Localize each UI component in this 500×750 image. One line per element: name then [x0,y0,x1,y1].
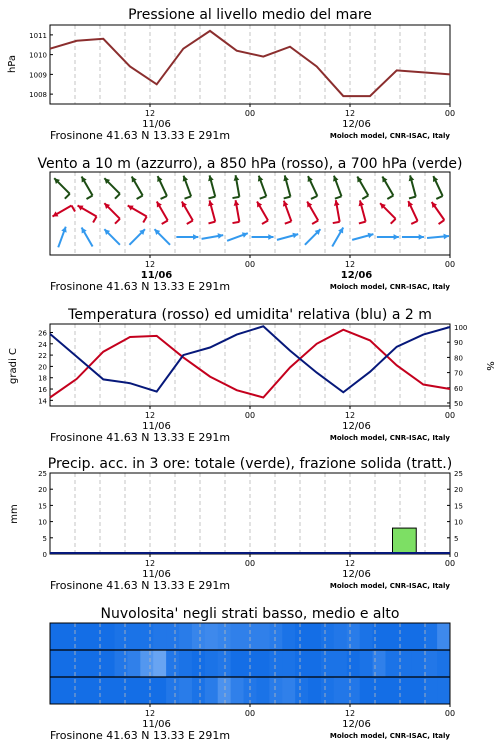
wind-panel [37,156,462,293]
wind-arrow-barb [411,221,417,224]
pressure-tick-label: 12 [144,109,156,118]
cloud-title: Nuvolosita' negli strati basso, medio e alto [100,606,400,622]
cloud-cell-medio [411,650,424,677]
cloud-cell-alto [76,623,89,650]
pressure-ylabel: hPa [7,54,18,74]
wind-arrow-barb [162,221,168,225]
wind-arrow-700hpa [183,176,191,199]
wind-tick-label: 00 [444,260,456,269]
wind-arrow-barb [312,221,318,225]
wind-arrow-850hpa [257,201,268,224]
temperature-panel [8,307,495,444]
cloud-cell-medio [308,650,321,677]
wind-arrow-barb [137,196,143,200]
wind-arrow-barb [115,194,120,199]
wind-arrow-850hpa [408,201,418,224]
wind-arrow-barb [232,197,239,198]
wind-arrow-850hpa [432,202,445,224]
temperature-ytick-label: 22 [38,352,47,361]
wind-date-label: 11/06 [140,270,173,281]
pressure-frame [50,25,450,104]
wind-arrow-850hpa [380,203,396,224]
cloud-cell-basso [347,677,360,704]
pressure-date-label: 11/06 [142,119,171,130]
wind-date-label: 12/06 [340,270,373,281]
wind-arrow-10m [427,234,449,240]
cloud-cell-medio [424,650,437,677]
humidity-ytick-label: 50 [454,399,463,408]
cloud-cell-basso [373,677,386,704]
cloud-cell-alto [308,623,321,650]
wind-arrow-head [443,234,448,240]
cloud-cell-medio [76,650,89,677]
cloud-cell-alto [347,623,360,650]
cloud-credit-label: Moloch model, CNR-ISAC, Italy [329,732,450,740]
cloud-cell-medio [140,650,153,677]
wind-arrow-barb [359,222,366,224]
temperature-tick-label: 12 [144,411,156,420]
wind-arrow-850hpa [104,203,120,224]
wind-arrow-10m [129,229,145,245]
wind-arrow-850hpa [52,206,75,217]
cloud-cell-basso [205,677,218,704]
wind-arrow-700hpa [232,175,239,198]
wind-arrow-barb [208,222,215,224]
wind-arrow-10m [402,234,424,240]
cloud-cell-basso [308,677,321,704]
temperature-date-label: 11/06 [142,421,171,432]
precipitation-bar [393,528,417,554]
wind-arrow-700hpa [409,175,416,198]
precipitation-ytick-label: 20 [38,486,47,495]
cloud-cell-basso [295,677,308,704]
wind-arrow-barb [260,196,267,198]
cloud-cell-alto [166,623,179,650]
temperature-ylabel: gradi C [8,348,19,384]
wind-arrow-10m [176,234,198,240]
wind-arrow-10m [227,232,248,240]
cloud-cell-basso [102,677,115,704]
wind-credit-label: Moloch model, CNR-ISAC, Italy [329,283,450,291]
cloud-cell-basso [115,677,128,704]
wind-arrow-10m [377,234,399,240]
wind-arrow-head [268,234,273,240]
cloud-cell-medio [153,650,166,677]
cloud-cell-basso [166,677,179,704]
cloud-cell-alto [115,623,128,650]
wind-arrow-barb [409,197,416,199]
cloud-cell-medio [63,650,76,677]
precipitation-frame [50,473,450,554]
wind-arrow-barb [208,197,215,199]
precipitation-tick-label: 12 [144,559,156,568]
temperature-title: Temperatura (rosso) ed umidita' relativa (blu) a 2 m [68,307,432,323]
wind-arrow-10m [202,233,224,239]
wind-tick-label: 12 [344,260,356,269]
wind-arrow-700hpa [283,175,290,198]
pressure-title: Pressione al livello medio del mare [128,7,372,23]
precipitation-location-label: Frosinone 41.63 N 13.33 E 291m [50,579,231,592]
cloud-cell-alto [153,623,166,650]
cloud-cell-basso [127,677,140,704]
wind-arrow-head [394,234,399,240]
cloud-cell-basso [321,677,334,704]
temperature-tick-label: 00 [244,411,256,420]
cloud-cell-alto [321,623,334,650]
cloud-cell-basso [63,677,76,704]
wind-arrow-700hpa [82,176,93,199]
wind-arrow-barb [335,196,342,198]
cloud-cell-medio [50,650,63,677]
wind-arrow-barb [161,196,167,199]
wind-arrow-10m [252,234,274,240]
cloud-cell-basso [50,677,63,704]
temperature-ytick-label: 24 [38,340,47,349]
wind-arrow-700hpa [208,175,215,198]
cloud-cell-alto [282,623,295,650]
wind-arrow-barb [391,219,396,224]
cloud-cell-alto [140,623,153,650]
precipitation-date-label: 11/06 [142,569,171,580]
wind-arrow-head [419,234,424,240]
cloud-cell-medio [218,650,231,677]
pressure-credit-label: Moloch model, CNR-ISAC, Italy [329,132,450,140]
cloud-tick-label: 00 [244,709,256,718]
wind-arrow-barb [262,221,268,225]
wind-arrow-barb [185,196,192,198]
wind-arrow-700hpa [132,176,143,199]
wind-arrow-700hpa [357,176,368,199]
precipitation-right-ytick-label: 10 [454,518,463,527]
cloud-cell-basso [411,677,424,704]
temperature-ytick-label: 20 [38,363,47,372]
cloud-cell-alto [437,623,450,650]
cloud-cell-alto [179,623,192,650]
wind-arrow-barb [115,219,120,224]
temperature-date-label: 12/06 [342,421,371,432]
wind-arrow-10m [154,229,170,245]
wind-arrow-barb [65,194,70,199]
temperature-tick-label: 00 [444,411,456,420]
wind-arrow-barb [284,197,291,199]
wind-arrow-10m [82,227,93,246]
cloud-cell-basso [269,677,282,704]
precipitation-right-ytick-label: 0 [454,551,459,559]
wind-arrow-10m [277,233,298,240]
precipitation-ytick-label: 5 [42,534,47,543]
precipitation-credit-label: Moloch model, CNR-ISAC, Italy [329,582,450,590]
precipitation-ytick-label: 25 [38,470,47,478]
cloud-cell-alto [269,623,282,650]
wind-arrow-850hpa [333,200,340,223]
pressure-panel [7,7,455,142]
temperature-ytick-label: 26 [38,329,47,338]
wind-arrow-850hpa [283,201,291,224]
cloud-cell-basso [218,677,231,704]
humidity-ytick-label: 80 [454,354,463,363]
precipitation-tick-label: 12 [344,559,356,568]
cloud-panel [50,606,455,742]
cloud-cell-medio [102,650,115,677]
temperature-ytick-label: 14 [38,397,47,406]
humidity-ytick-label: 100 [454,324,468,333]
wind-arrow-barb [362,196,368,200]
cloud-location-label: Frosinone 41.63 N 13.33 E 291m [50,729,231,742]
cloud-tick-label: 00 [444,709,456,718]
precipitation-ytick-label: 10 [38,518,47,527]
precipitation-panel [9,456,463,592]
precipitation-tick-label: 00 [444,559,456,568]
pressure-ytick-label: 1010 [29,51,47,60]
cloud-cell-alto [360,623,373,650]
cloud-cell-basso [385,677,398,704]
humidity-ytick-label: 90 [454,339,463,348]
cloud-cell-alto [373,623,386,650]
cloud-cell-medio [385,650,398,677]
wind-arrow-700hpa [382,176,393,199]
cloud-cell-alto [63,623,76,650]
cloud-cell-alto [334,623,347,650]
wind-location-label: Frosinone 41.63 N 13.33 E 291m [50,280,231,293]
cloud-cell-medio [295,650,308,677]
wind-arrow-barb [333,222,340,223]
humidity-ytick-label: 70 [454,369,463,378]
precipitation-right-ytick-label: 15 [454,502,463,511]
cloud-cell-basso [256,677,269,704]
humidity-ytick-label: 60 [454,384,463,393]
cloud-cell-medio [231,650,244,677]
pressure-tick-label: 00 [244,109,256,118]
wind-arrow-barb [285,221,292,223]
cloud-cell-basso [140,677,153,704]
cloud-cell-medio [321,650,334,677]
cloud-cell-basso [179,677,192,704]
pressure-date-label: 12/06 [342,119,371,130]
wind-arrow-700hpa [333,176,341,199]
cloud-cell-basso [231,677,244,704]
temperature-credit-label: Moloch model, CNR-ISAC, Italy [329,434,450,442]
wind-arrow-850hpa [182,201,193,224]
cloud-cell-alto [385,623,398,650]
wind-title: Vento a 10 m (azzurro), a 850 hPa (rosso), a 700 hPa (verde) [37,156,463,172]
wind-arrow-barb [439,220,445,224]
cloud-date-label: 12/06 [342,719,371,730]
cloud-cell-alto [411,623,424,650]
wind-arrow-10m [305,229,321,245]
cloud-tick-label: 12 [144,709,156,718]
cloud-cell-medio [269,650,282,677]
pressure-ytick-label: 1011 [29,31,47,40]
cloud-cell-basso [192,677,205,704]
cloud-cell-basso [76,677,89,704]
humidity-ylabel: % [484,361,495,371]
wind-arrow-10m [352,233,373,240]
wind-arrow-850hpa [157,201,168,224]
wind-arrow-barb [187,221,193,225]
cloud-cell-medio [373,650,386,677]
wind-arrow-barb [87,196,93,200]
wind-arrow-850hpa [307,201,318,224]
wind-arrow-10m [58,227,66,248]
cloud-cell-medio [205,650,218,677]
wind-arrow-700hpa [433,176,443,199]
cloud-cell-basso [282,677,295,704]
temperature-tick-label: 12 [344,411,356,420]
cloud-cell-alto [295,623,308,650]
cloud-cell-alto [218,623,231,650]
wind-arrow-700hpa [308,176,318,199]
cloud-cell-medio [127,650,140,677]
cloud-cell-medio [192,650,205,677]
cloud-cell-medio [347,650,360,677]
cloud-cell-medio [256,650,269,677]
pressure-tick-label: 12 [344,109,356,118]
cloud-cell-alto [127,623,140,650]
wind-tick-label: 12 [144,260,156,269]
wind-arrow-700hpa [157,176,167,199]
precipitation-date-label: 12/06 [342,569,371,580]
wind-arrow-850hpa [128,206,147,223]
pressure-ytick-label: 1009 [29,71,47,80]
pressure-ytick-label: 1008 [29,91,47,100]
temperature-ytick-label: 16 [38,386,47,395]
cloud-tick-label: 12 [344,709,356,718]
cloud-date-label: 11/06 [142,719,171,730]
wind-arrow-barb [311,196,317,199]
cloud-cell-medio [334,650,347,677]
precipitation-tick-label: 00 [244,559,256,568]
precipitation-right-ytick-label: 5 [454,534,459,543]
cloud-cell-basso [334,677,347,704]
cloud-cell-alto [50,623,63,650]
cloud-cell-medio [115,650,128,677]
cloud-cell-medio [360,650,373,677]
cloud-cell-basso [424,677,437,704]
wind-arrow-850hpa [232,200,239,223]
wind-arrow-barb [72,206,76,212]
cloud-cell-alto [192,623,205,650]
cloud-cell-medio [166,650,179,677]
precipitation-ylabel: mm [9,504,20,524]
cloud-cell-alto [256,623,269,650]
wind-arrow-barb [387,196,393,200]
precipitation-ytick-label: 15 [38,502,47,511]
cloud-cell-medio [179,650,192,677]
cloud-cell-alto [205,623,218,650]
precipitation-right-ytick-label: 25 [454,470,463,478]
wind-arrow-barb [93,217,97,223]
cloud-cell-basso [360,677,373,704]
cloud-cell-alto [231,623,244,650]
wind-arrow-barb [436,196,442,199]
wind-arrow-barb [232,222,239,223]
wind-arrow-700hpa [258,176,266,199]
wind-arrow-850hpa [208,200,215,223]
wind-arrow-700hpa [54,178,70,199]
precipitation-ytick-label: 0 [42,551,47,559]
wind-arrow-10m [104,229,120,245]
cloud-cell-alto [102,623,115,650]
wind-arrow-850hpa [359,200,366,223]
pressure-tick-label: 00 [444,109,456,118]
temperature-location-label: Frosinone 41.63 N 13.33 E 291m [50,431,231,444]
temperature-ytick-label: 18 [38,374,47,383]
wind-arrow-700hpa [104,178,120,199]
wind-arrow-barb [143,217,147,223]
cloud-cell-basso [153,677,166,704]
cloud-cell-basso [437,677,450,704]
wind-arrow-10m [332,227,343,246]
precipitation-title: Precip. acc. in 3 ore: totale (verde), frazione solida (tratt.) [47,456,453,472]
wind-arrow-head [193,234,198,240]
cloud-cell-medio [437,650,450,677]
precipitation-right-ytick-label: 20 [454,486,463,495]
cloud-cell-medio [282,650,295,677]
wind-arrow-850hpa [78,206,97,223]
pressure-location-label: Frosinone 41.63 N 13.33 E 291m [50,129,231,142]
wind-tick-label: 00 [244,260,256,269]
cloud-cell-alto [424,623,437,650]
